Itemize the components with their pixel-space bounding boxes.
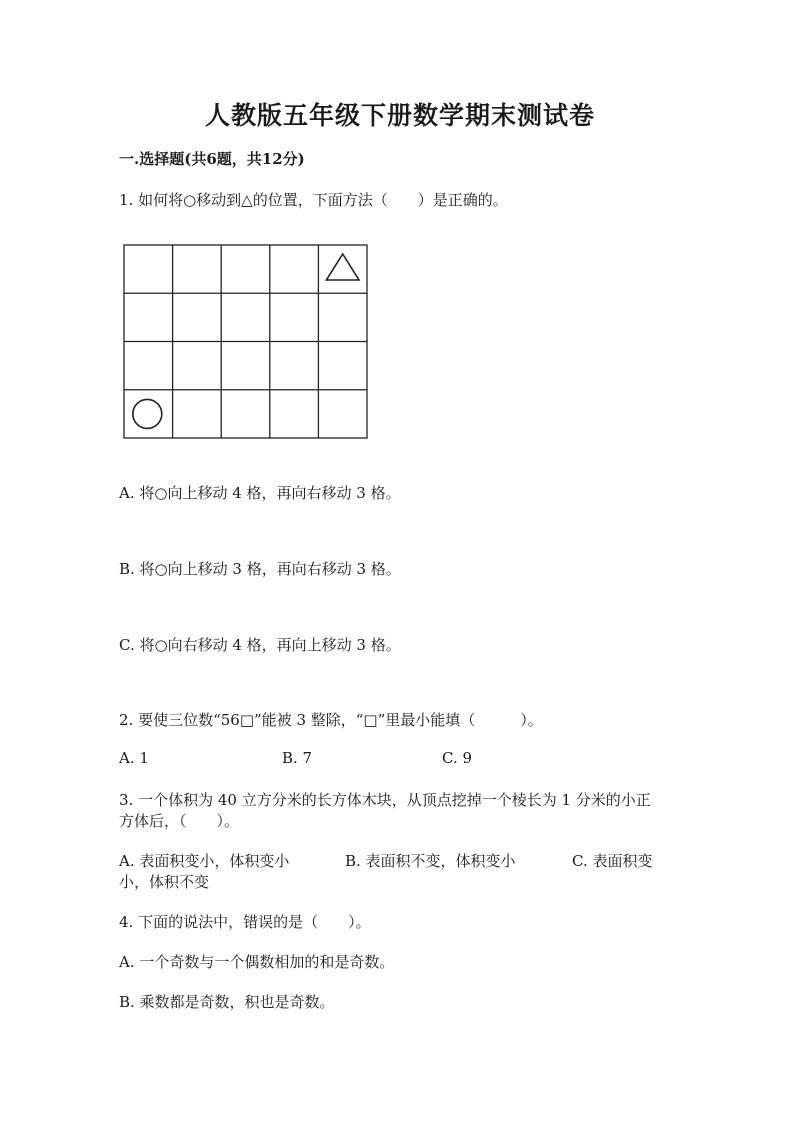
question-4-option-b: B. 乘数都是奇数，积也是奇数。 <box>119 993 335 1011</box>
question-2-option-b: B. 7 <box>282 749 313 767</box>
question-4-stem: 4. 下面的说法中，错误的是（ ）。 <box>119 913 371 931</box>
question-3-stem-line-2: 方体后，（ ）。 <box>119 812 240 830</box>
question-3-option-b: B. 表面积不变，体积变小 <box>345 852 516 870</box>
question-2-stem: 2. 要使三位数“56□”能被 3 整除，“□”里最小能填（ ）。 <box>119 711 543 729</box>
question-4-option-a: A. 一个奇数与一个偶数相加的和是奇数。 <box>119 953 395 971</box>
question-1-option-a: A. 将○向上移动 4 格，再向右移动 3 格。 <box>119 484 401 502</box>
question-1-option-c: C. 将○向右移动 4 格，再向上移动 3 格。 <box>119 636 401 654</box>
question-2-option-c: C. 9 <box>442 749 473 767</box>
question-1-option-b: B. 将○向上移动 3 格，再向右移动 3 格。 <box>119 560 401 578</box>
triangle-shape <box>326 254 359 280</box>
question-3-option-c: C. 表面积变 <box>572 852 653 870</box>
question-1-stem: 1. 如何将○移动到△的位置，下面方法（ ）是正确的。 <box>119 191 508 209</box>
question-3-stem-line-1: 3. 一个体积为 40 立方分米的长方体木块，从顶点挖掉一个棱长为 1 分米的小正 <box>119 791 651 809</box>
question-3-option-c-continued: 小，体积不变 <box>119 873 210 891</box>
section-heading: 一.选择题(共6题，共12分) <box>119 150 305 168</box>
page-title: 人教版五年级下册数学期末测试卷 <box>204 101 595 130</box>
circle-shape <box>133 399 162 428</box>
question-3-option-a: A. 表面积变小，体积变小 <box>119 852 290 870</box>
grid-figure <box>123 244 369 440</box>
question-2-option-a: A. 1 <box>119 749 149 767</box>
question-1-grid <box>123 244 369 444</box>
